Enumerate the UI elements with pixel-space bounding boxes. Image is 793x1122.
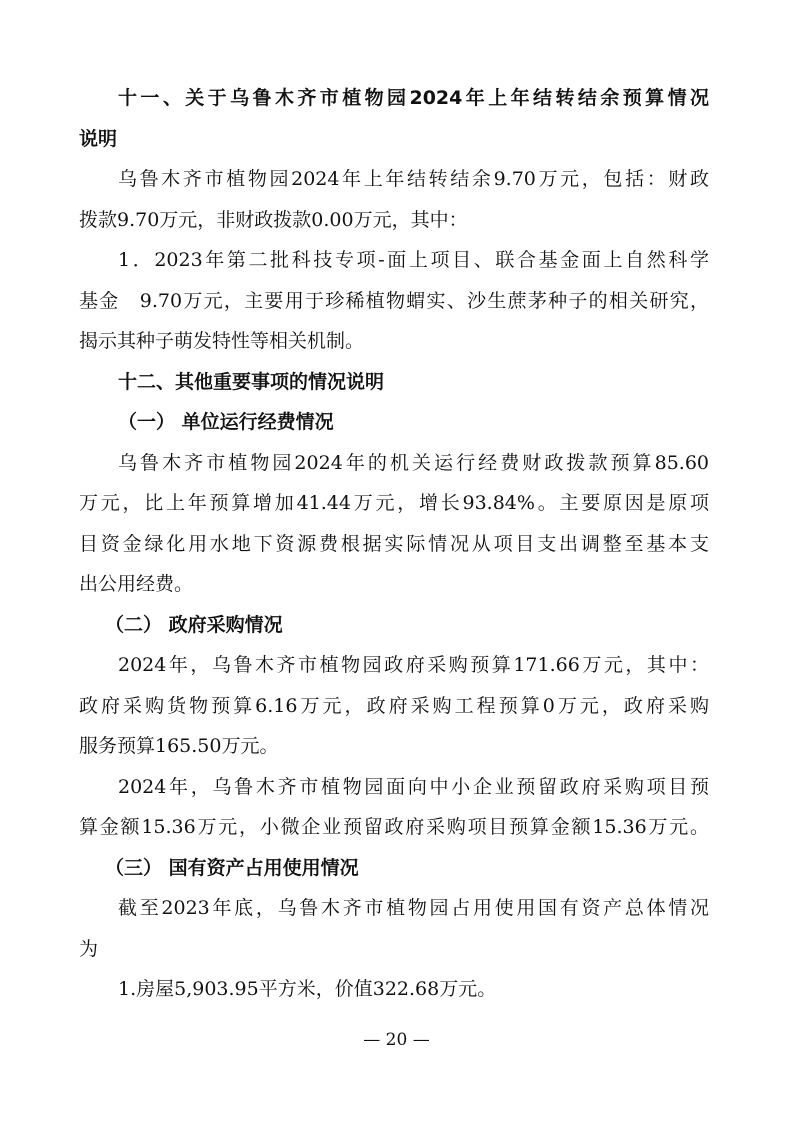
subsection-procurement-heading: （二） 政府采购情况 bbox=[105, 613, 283, 636]
carryover-item-1-end: 揭示其种子萌发特性等相关机制。 bbox=[79, 330, 365, 352]
operating-funds-paragraph-line-4: 出公用经费。 bbox=[79, 573, 194, 595]
procurement-paragraph-line-2: 政府采购货物预算6.16万元，政府采购工程预算0万元，政府采购 bbox=[79, 694, 709, 717]
procurement-paragraph-line-3: 服务预算165.50万元。 bbox=[79, 735, 279, 757]
sme-reservation-paragraph: 2024年，乌鲁木齐市植物园面向中小企业预留政府采购项目预 bbox=[118, 775, 709, 798]
page-number: — 20 — bbox=[363, 1030, 430, 1050]
sme-reservation-paragraph-line-2: 算金额15.36万元，小微企业预留政府采购项目预算金额15.36万元。 bbox=[79, 816, 709, 838]
operating-funds-paragraph-line-3: 目资金绿化用水地下资源费根据实际情况从项目支出调整至基本支 bbox=[79, 532, 709, 555]
carryover-item-1-continued: 基金 9.70万元，主要用于珍稀植物蝟实、沙生蔗茅种子的相关研究， bbox=[79, 289, 709, 312]
section-11-heading: 十一、关于乌鲁木齐市植物园2024年上年结转结余预算情况 bbox=[118, 87, 709, 109]
carryover-item-1: 1．2023年第二批科技专项-面上项目、联合基金面上自然科学 bbox=[118, 249, 709, 271]
operating-funds-paragraph-line-2: 万元，比上年预算增加41.44万元，增长93.84%。主要原因是原项 bbox=[79, 492, 709, 514]
subsection-operating-funds-heading: （一） 单位运行经费情况 bbox=[118, 411, 334, 433]
procurement-paragraph: 2024年，乌鲁木齐市植物园政府采购预算171.66万元，其中： bbox=[118, 654, 709, 676]
operating-funds-paragraph: 乌鲁木齐市植物园2024年的机关运行经费财政拨款预算85.60 bbox=[118, 451, 709, 474]
section-11-heading-continued: 说明 bbox=[79, 127, 118, 150]
carryover-paragraph: 乌鲁木齐市植物园2024年上年结转结余9.70万元，包括：财政 bbox=[118, 168, 709, 190]
carryover-paragraph-continued: 拨款9.70万元，非财政拨款0.00万元，其中： bbox=[79, 208, 468, 231]
section-12-heading: 十二、其他重要事项的情况说明 bbox=[118, 370, 385, 393]
subsection-state-assets-heading: （三） 国有资产占用使用情况 bbox=[105, 856, 359, 879]
state-assets-item-1: 1.房屋5,903.95平方米，价值322.68万元。 bbox=[118, 978, 497, 1000]
state-assets-paragraph: 截至2023年底，乌鲁木齐市植物园占用使用国有资产总体情况 bbox=[118, 897, 709, 919]
state-assets-paragraph-line-2: 为 bbox=[79, 937, 99, 960]
